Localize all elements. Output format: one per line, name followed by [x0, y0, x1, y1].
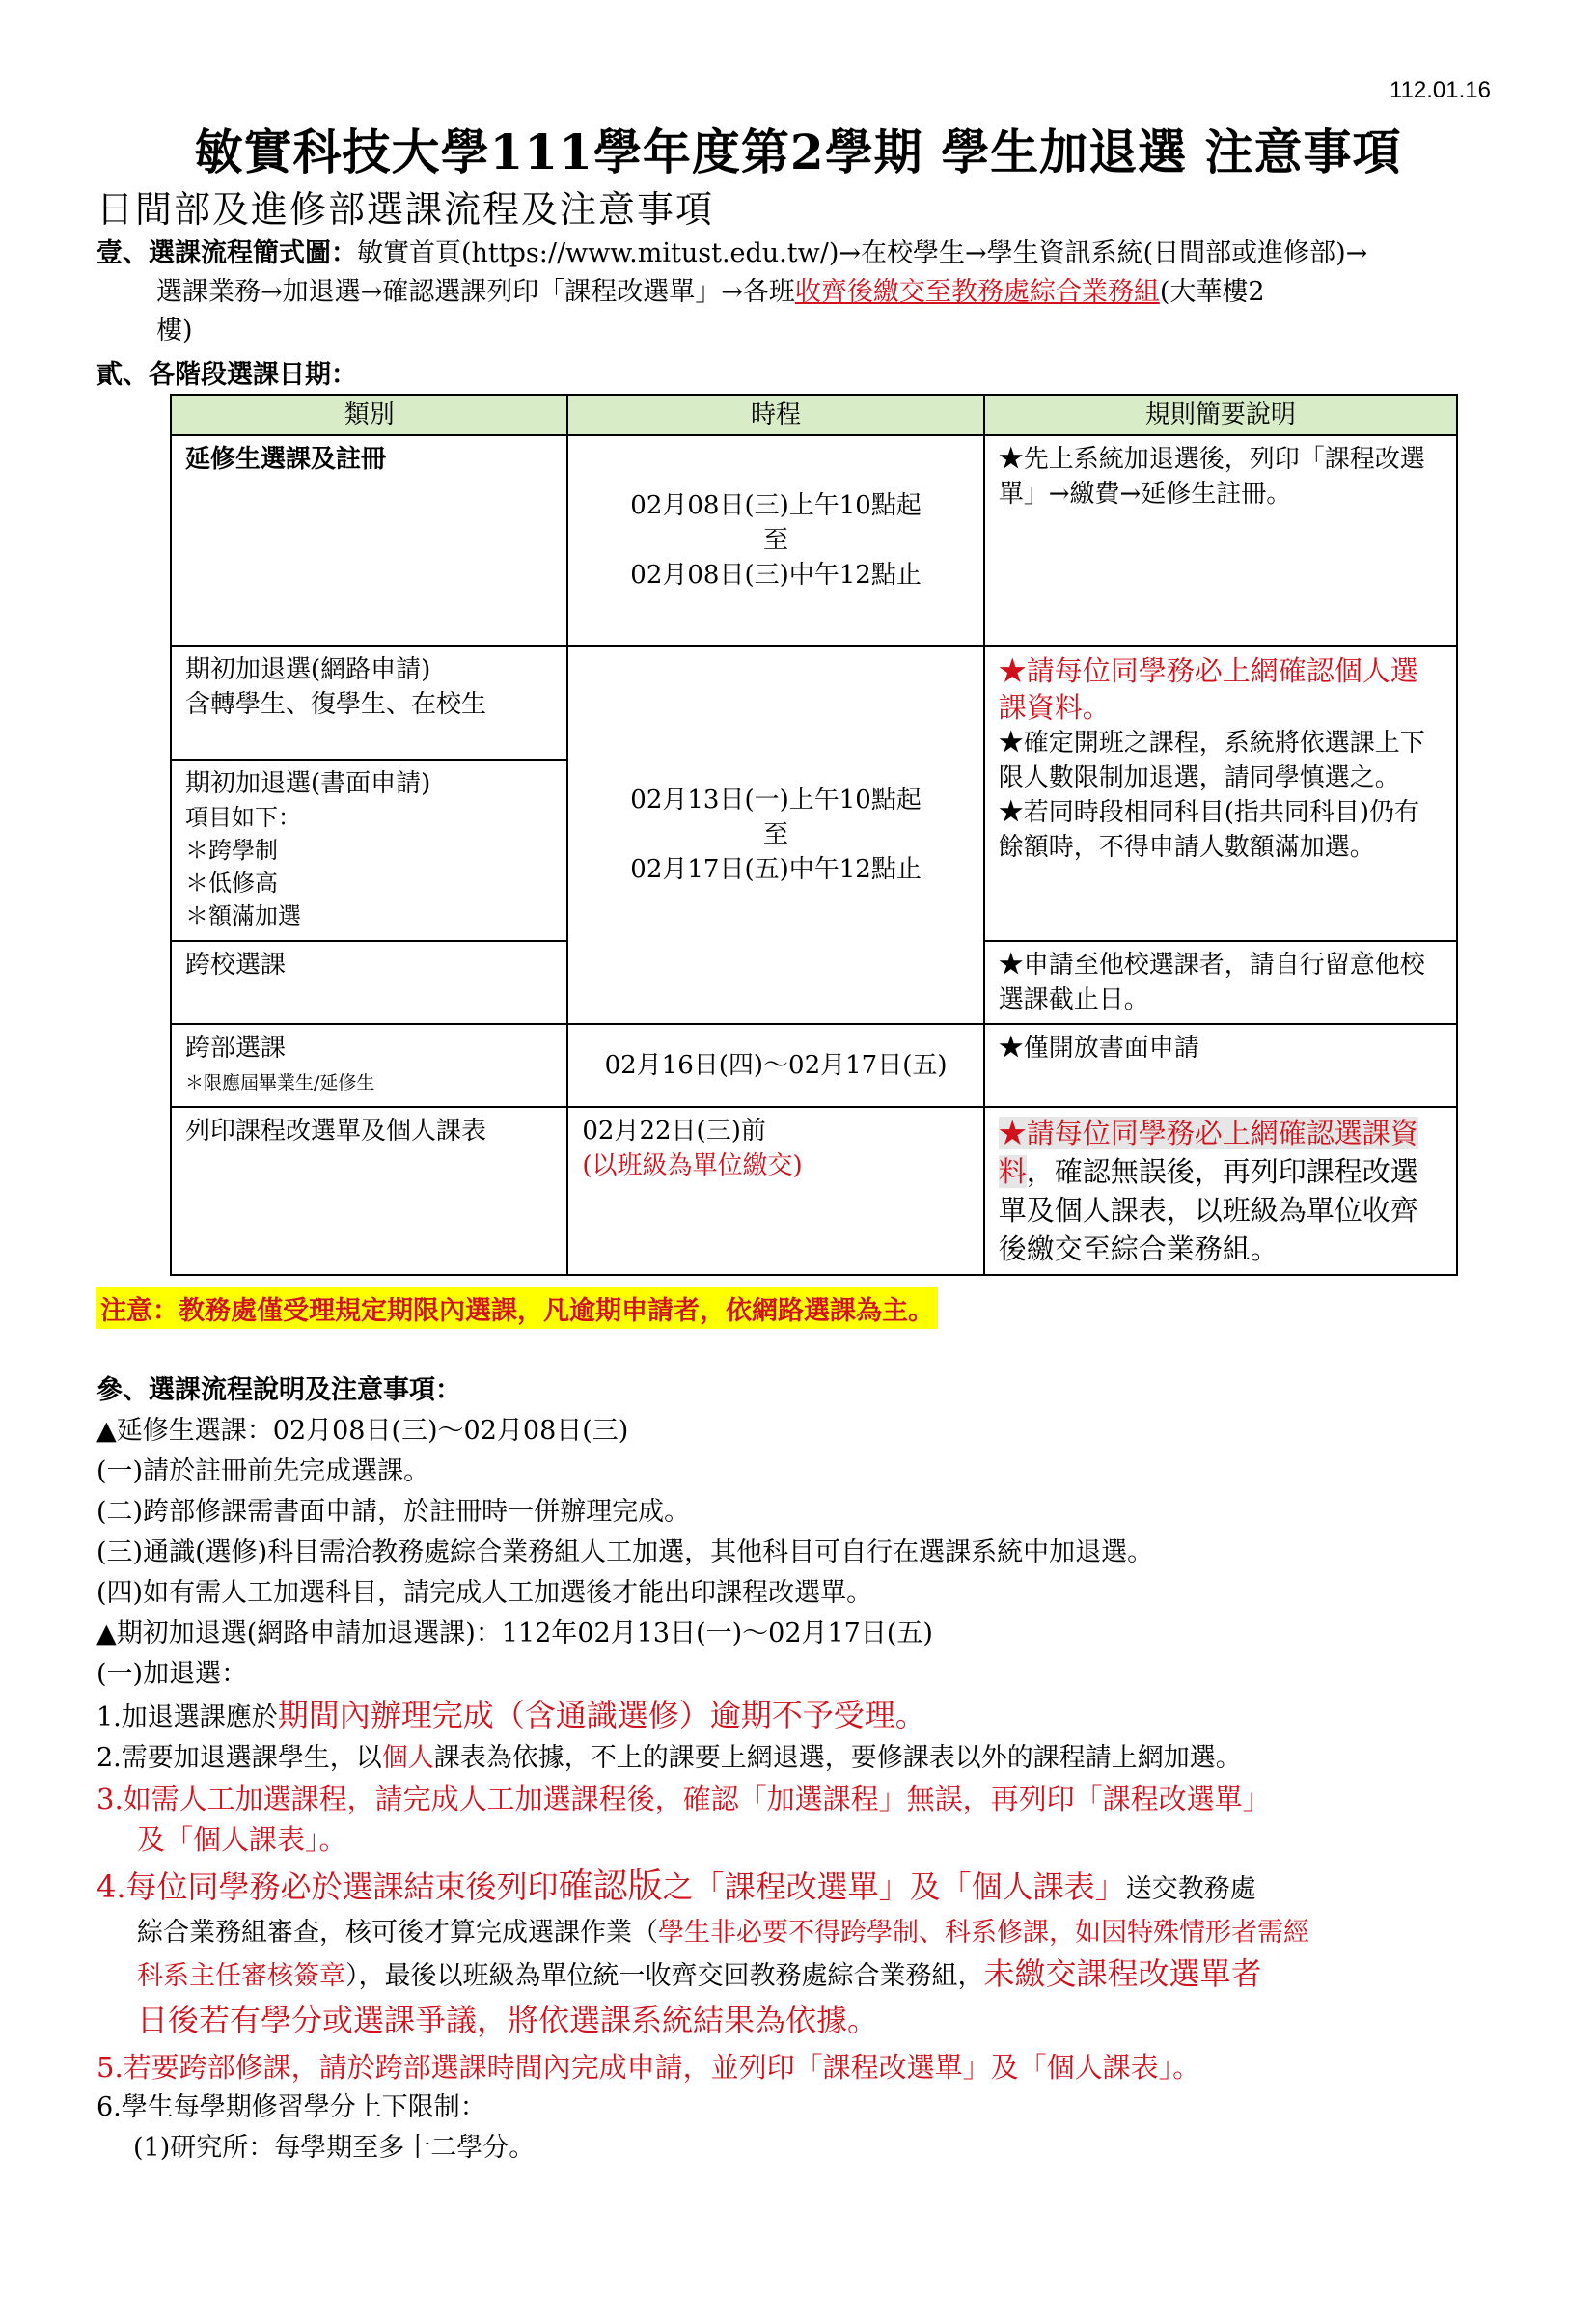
s3-item-3b: 及「個人課表」。: [137, 1823, 347, 1856]
s3-item-4-line-2: [96, 1913, 1505, 1953]
s3-item-4: [96, 1864, 1505, 2043]
row3-category: [171, 760, 567, 941]
s3-item-2b: 個人: [381, 1743, 434, 1773]
row4-rule: ★申請至他校選課者，請自行留意他校選課截止日。: [984, 941, 1457, 1024]
section-1-text-2: 選課業務→加退選→確認選課列印「課程改選單」→各班: [156, 277, 795, 307]
row1-time-end: 02月08日(三)中午12點止: [630, 561, 922, 590]
header-rule: 規則簡要說明: [984, 395, 1457, 435]
section-2-heading: 貳、各階段選課日期：: [96, 360, 357, 390]
section-1-red-underline: 收齊後繳交至教務處綜合業務組: [794, 277, 1160, 307]
s3-item-4j: 日後若有學分或選課爭議，將依選課系統結果為依據。: [137, 2002, 879, 2038]
section-1-text-3: (大華樓2: [1159, 277, 1265, 307]
row1-category: 延修生選課及註冊: [171, 435, 567, 646]
row2-rule-red: ★請每位同學務必上網確認個人選課資料。: [998, 654, 1418, 724]
s3-item-1b: 期間內辦理完成（含通識選修）逾期不予受理。: [277, 1697, 926, 1733]
s3-item-4h: ），最後以班級為單位統一收齊交回教務處綜合業務組，: [345, 1961, 984, 1991]
s3-line: (四)如有需人工加選科目，請完成人工加選後才能出印課程改選單。: [96, 1578, 873, 1608]
row4-category: 跨校選課: [171, 941, 567, 1024]
s3-line: (一)請於註冊前先完成選課。: [96, 1456, 430, 1486]
section-1-heading: 壹、選課流程簡式圖：: [96, 238, 357, 268]
table-row: [171, 435, 1457, 646]
s3-item-4f: 學生非必要不得跨學制、科系修課，如因特殊情形者需經: [658, 1918, 1309, 1948]
s3-item-1a: 1.加退選課應於: [96, 1702, 278, 1732]
row3-item: ＊跨學制: [185, 837, 278, 864]
s3-item-4-line-1: [96, 1864, 1505, 1913]
table-row: [171, 646, 1457, 760]
s3-item-6: 6.學生每學期修習學分上下限制：: [96, 2092, 486, 2122]
s3-item-5: 5.若要跨部修課，請於跨部選課時間內完成申請，並列印「課程改選單」及「個人課表」。: [96, 2051, 1201, 2084]
row3-items-head: 項目如下：: [185, 804, 301, 831]
section-1-text-1: 敏實首頁(https://www.mitust.edu.tw/)→在校學生→學生資訊系統(日間部或進修部)→: [357, 238, 1368, 268]
row5-category-sub: ＊限應屆畢業生/延修生: [185, 1072, 375, 1093]
row2-time-start: 02月13日(一)上午10點起: [630, 786, 922, 815]
document-date: 112.01.16: [1390, 77, 1491, 103]
section-1-line-2: [96, 273, 1486, 312]
s3-item-4g: 科系主任審核簽章: [137, 1961, 345, 1991]
table-row: [171, 1024, 1457, 1107]
s3-item-3a: 3.如需人工加選課程，請完成人工加選課程後，確認「加選課程」無誤，再列印「課程改選單」: [96, 1783, 1271, 1815]
s3-item-6a: (1)研究所：每學期至多十二學分。: [133, 2133, 536, 2163]
s3-item-3: [96, 1779, 1505, 1860]
s3-item-4-line-3: [96, 1953, 1505, 1997]
row2-category: [171, 646, 567, 760]
s3-item-4a: 4.每位同學務必於選課結束後列印: [96, 1868, 559, 1905]
row2-rule: [984, 646, 1457, 941]
row2-rule-3: ★若同時段相同科目(指共同科目)仍有餘額時，不得申請人數額滿加選。: [998, 798, 1420, 862]
row3-item: ＊低修高: [185, 870, 278, 897]
s3-line: ▲延修生選課：02月08日(三)～02月08日(三): [96, 1416, 629, 1446]
s3-item-2: [96, 1738, 1505, 1779]
header-time: 時程: [567, 395, 983, 435]
row6-rule-red: ★請每位同學務必上網確認選課資料: [998, 1117, 1418, 1188]
s3-item-4i: 未繳交課程改選單者: [983, 1955, 1262, 1992]
s3-line: (二)跨部修課需書面申請，於註冊時一併辦理完成。: [96, 1497, 691, 1527]
row3-category-title: 期初加退選(書面申請): [185, 769, 431, 798]
notice-banner: 注意：教務處僅受理規定期限內選課，凡逾期申請者，依網路選課為主。: [96, 1287, 938, 1329]
section-1-text-4: 樓): [156, 316, 193, 346]
row2-time-end: 02月17日(五)中午12點止: [630, 855, 922, 884]
s3-line: (一)加退選：: [96, 1659, 248, 1689]
s3-item-2a: 2.需要加退選課學生，以: [96, 1743, 382, 1773]
row5-category-title: 跨部選課: [185, 1034, 287, 1063]
row6-time-red: (以班級為單位繳交): [582, 1151, 803, 1180]
schedule-table: [170, 394, 1458, 1276]
s3-item-4b: 確認版: [558, 1867, 663, 1906]
row6-rule: [984, 1107, 1457, 1275]
row6-rule-text: ，確認無誤後，再列印課程改選單及個人課表，以班級為單位收齊後繳交至綜合業務組。: [998, 1155, 1418, 1265]
s3-item-4c: 之「課程改選單」及「個人課表」: [662, 1868, 1126, 1905]
row5-category: [171, 1024, 567, 1107]
row2-time-to: 至: [763, 820, 789, 849]
row2-time: [567, 646, 983, 1024]
row1-time: [567, 435, 983, 646]
section-1: [96, 235, 1486, 350]
s3-line: (三)通識(選修)科目需洽教務處綜合業務組人工加選，其他科目可自行在選課系統中加退選。: [96, 1537, 1154, 1567]
row6-category: 列印課程改選單及個人課表: [171, 1107, 567, 1275]
s3-item-4e: 綜合業務組審查，核可後才算完成選課作業（: [137, 1918, 658, 1948]
page-subtitle: 日間部及進修部選課流程及注意事項: [96, 188, 715, 231]
row6-time-text: 02月22日(三)前: [582, 1117, 766, 1146]
row1-time-start: 02月08日(三)上午10點起: [630, 491, 922, 520]
s3-item-1: [96, 1695, 1505, 1738]
table-row: [171, 1107, 1457, 1275]
s3-line: ▲期初加退選(網路申請加退選課)：112年02月13日(一)～02月17日(五): [96, 1618, 933, 1648]
row2-category-sub: 含轉學生、復學生、在校生: [185, 690, 487, 719]
header-category: 類別: [171, 395, 567, 435]
row6-time: [567, 1107, 983, 1275]
section-3: [96, 1370, 1505, 2169]
row1-rule: ★先上系統加退選後，列印「課程改選單」→繳費→延修生註冊。: [984, 435, 1457, 646]
page-title: 敏實科技大學111學年度第2學期 學生加退選 注意事項: [194, 124, 1402, 180]
s3-item-4d: 送交教務處: [1125, 1874, 1256, 1904]
row2-rule-2: ★確定開班之課程，系統將依選課上下限人數限制加退選，請同學慎選之。: [998, 729, 1425, 792]
row1-time-to: 至: [763, 526, 789, 555]
section-3-heading: 參、選課流程說明及注意事項：: [96, 1375, 461, 1405]
row3-item: ＊額滿加選: [185, 902, 301, 929]
s3-item-2c: 課表為依據，不上的課要上網退選，要修課表以外的課程請上網加選。: [433, 1743, 1242, 1773]
table-header-row: [171, 395, 1457, 435]
row5-time: 02月16日(四)～02月17日(五): [567, 1024, 983, 1107]
row5-rule: ★僅開放書面申請: [984, 1024, 1457, 1107]
row2-category-title: 期初加退選(網路申請): [185, 655, 431, 684]
